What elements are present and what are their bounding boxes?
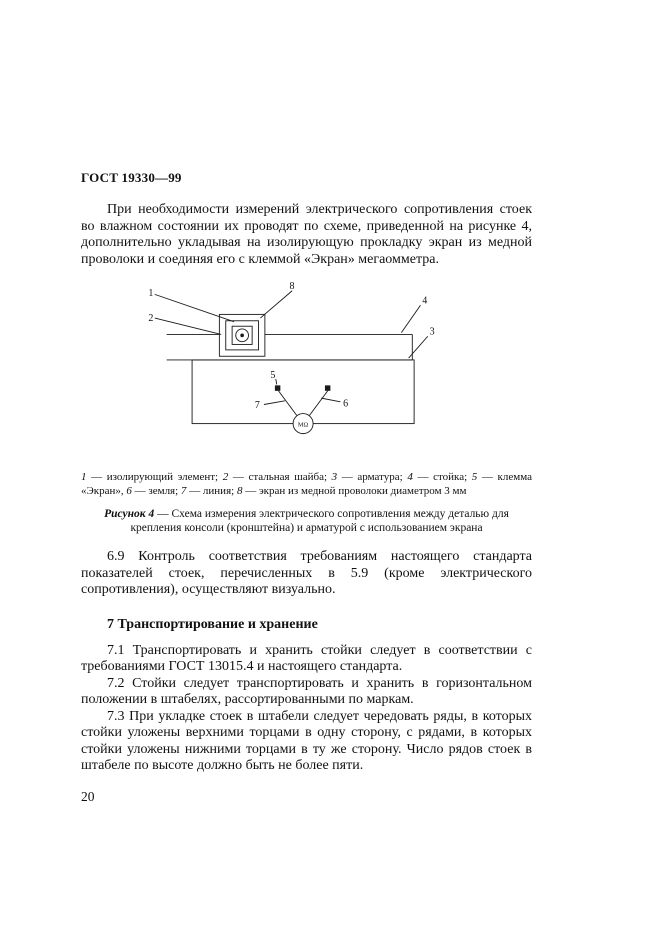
legend-num-7: 7	[180, 484, 187, 497]
leader-7	[264, 401, 285, 405]
leader-5	[276, 379, 277, 384]
legend-num-6: 6	[126, 484, 132, 497]
legend-text-7: — линия;	[186, 484, 237, 497]
legend-num-8: 8	[236, 484, 243, 497]
leader-1	[155, 294, 234, 321]
leader-2	[155, 318, 221, 334]
leader-4	[401, 305, 420, 332]
legend-num-5: 5	[471, 471, 478, 483]
diagram-label-8: 8	[289, 280, 295, 292]
leader-8	[260, 291, 292, 318]
section-heading-7: 7 Транспортирование и хранение	[107, 616, 318, 632]
legend-text-2: — стальная шайба;	[228, 471, 332, 483]
legend-text-3: — арматура;	[337, 471, 408, 483]
diagram-label-2: 2	[148, 312, 154, 324]
legend-num-3: 3	[331, 471, 338, 483]
diagram-label-5: 5	[270, 370, 276, 382]
paragraph-6-9: 6.9 Контроль соответствия требованиям настоящего стандарта показателей стоек, перечисленных в 5.9 (кроме электрического сопротивления), осуществляют визуально.	[81, 549, 532, 597]
diagram-label-1: 1	[148, 288, 154, 300]
legend-text-8: — экран из медной проволоки диаметром 3 мм	[242, 484, 467, 497]
terminal-right	[325, 385, 330, 390]
page-number: 20	[81, 788, 95, 804]
paragraph-7-2: 7.2 Стойки следует транспортировать и хранить в горизонтальном положении в штабелях, рассортированными по маркам.	[81, 675, 532, 707]
legend-text-1: — изолирующий элемент;	[86, 471, 223, 483]
legend-text-4: — стойка;	[412, 471, 472, 483]
legend-text-5: — клемма «Экран»,	[81, 471, 532, 497]
bolt-center-dot	[240, 334, 244, 338]
figure-legend	[81, 471, 532, 498]
figure-4	[81, 278, 532, 465]
leader-6	[321, 398, 340, 402]
megohmmeter-symbol: MΩ	[297, 421, 309, 429]
diagram-label-4: 4	[422, 295, 428, 307]
page-content	[81, 170, 532, 805]
legend-text-6: — земля;	[131, 484, 181, 497]
legend-num-4: 4	[407, 471, 413, 483]
diagram-label-6: 6	[343, 398, 349, 410]
terminal-left	[275, 385, 280, 390]
legend-num-2: 2	[222, 471, 229, 483]
figure-4-diagram	[139, 278, 449, 460]
figure-caption	[91, 507, 522, 535]
paragraph-intro: При необходимости измерений электрического сопротивления стоек во влажном состоянии их проводят по схеме, приведенной на рисунке 4, дополнительно укладывая на изолирующую прокладку экран из медной проволоки и соединяя его с клеммой «Экран» мегаомметра.	[81, 202, 532, 267]
diagram-label-3: 3	[429, 326, 435, 338]
wire-left	[279, 391, 297, 416]
paragraph-7-1: 7.1 Транспортировать и хранить стойки следует в соответствии с требованиями ГОСТ 13015.4 и настоящего стандарта.	[81, 642, 532, 674]
document-code-header: ГОСТ 19330—99	[81, 170, 182, 185]
paragraph-7-3: 7.3 При укладке стоек в штабели следует чередовать ряды, в которых стойки уложены верхними торцами в одну сторону, с рядами, в которых стойки уложены нижними торцами в ту же сторону. Число рядов стоек в штабеле по высоте должно быть не более пяти.	[81, 708, 532, 773]
figure-caption-text: — Схема измерения электрического сопротивления между деталью для крепления консоли (кронштейна) и арматурой с использованием экрана	[130, 508, 509, 534]
legend-num-1: 1	[81, 471, 87, 483]
figure-caption-label: Рисунок 4	[104, 508, 155, 520]
wire-right	[309, 391, 327, 416]
diagram-label-7: 7	[254, 400, 260, 412]
leader-3	[409, 336, 428, 358]
